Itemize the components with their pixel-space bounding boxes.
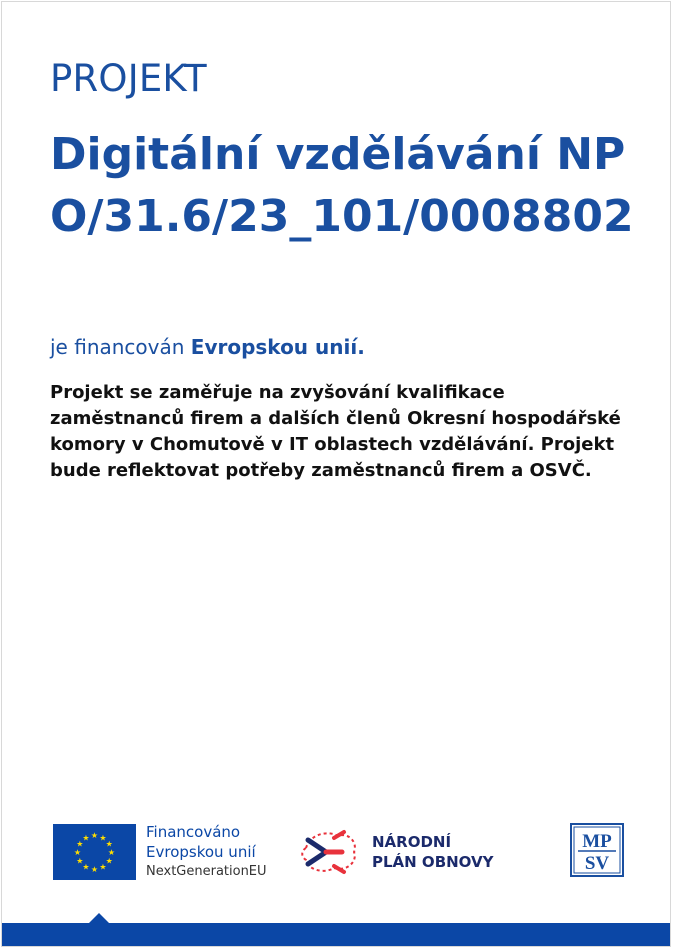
eu-star-icon: ★ — [90, 831, 99, 840]
project-kicker: PROJEKT — [50, 57, 207, 100]
eu-star-icon: ★ — [82, 862, 90, 872]
project-poster — [1, 1, 671, 947]
financing-prefix: je financován — [50, 335, 191, 359]
narodni-plan-obnovy-icon — [298, 826, 360, 876]
eu-star-icon: ★ — [99, 833, 107, 843]
eu-label-line1: Financováno — [146, 823, 241, 841]
eu-star-icon: ★ — [76, 856, 84, 866]
eu-star-icon: ★ — [105, 856, 113, 866]
eu-star-icon: ★ — [73, 848, 82, 857]
svg-text:MP: MP — [582, 831, 612, 852]
project-title: Digitální vzdělávání NPO/31.6/23_101/0008802 — [50, 129, 634, 242]
footer-bar — [2, 923, 671, 947]
eu-star-icon: ★ — [99, 862, 107, 872]
project-description: Projekt se zaměřuje na zvyšování kvalifikace zaměstnanců firem a dalších členů Okresní hospodářské komory v Chomutově v IT oblastech vzdělávání. Projekt bude reflektovat potřeby zaměstnanců firem a OSVČ. — [50, 382, 621, 481]
financing-highlight: Evropskou unií. — [190, 335, 365, 359]
npo-label — [372, 832, 494, 872]
eu-label-line2: Evropskou unií — [146, 843, 256, 861]
npo-label-line2: PLÁN OBNOVY — [372, 853, 494, 871]
mpsv-logo — [570, 823, 624, 877]
eu-star-icon: ★ — [105, 839, 113, 849]
financing-statement — [50, 335, 365, 359]
eu-star-icon: ★ — [107, 848, 116, 857]
eu-flag-icon — [53, 824, 136, 880]
eu-star-icon: ★ — [82, 833, 90, 843]
eu-funding-label — [146, 822, 267, 882]
funding-logos — [2, 820, 671, 884]
svg-text:SV: SV — [584, 853, 610, 874]
eu-label-line3: NextGenerationEU — [146, 864, 267, 879]
npo-label-line1: NÁRODNÍ — [372, 833, 452, 851]
eu-star-icon: ★ — [90, 865, 99, 874]
eu-star-icon: ★ — [76, 839, 84, 849]
